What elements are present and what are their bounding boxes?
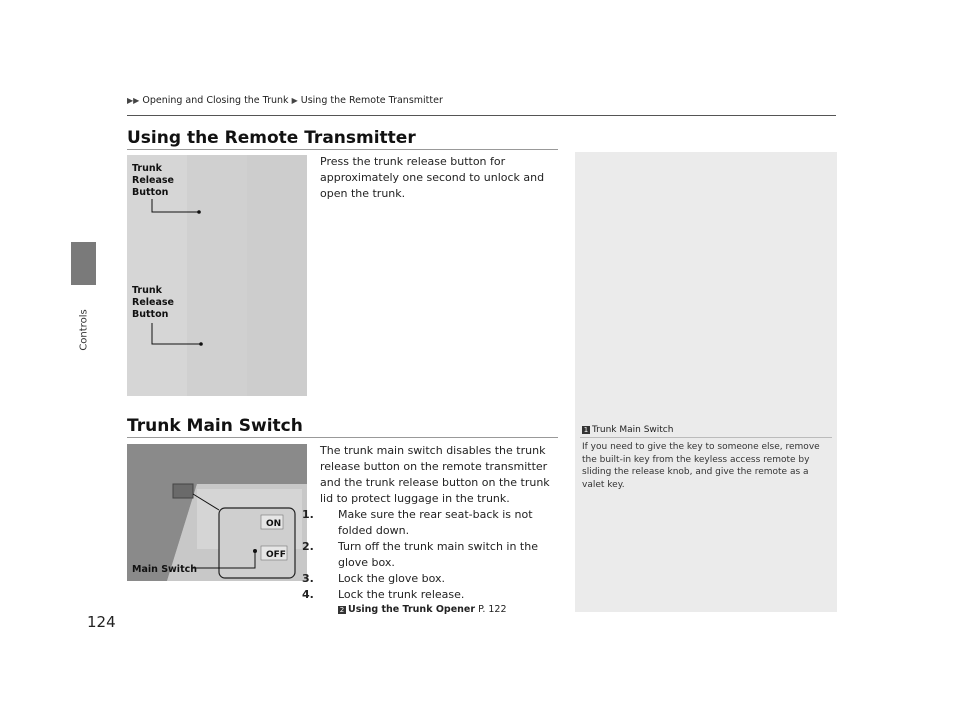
step-item: 2. Turn off the trunk main switch in the glove box. <box>302 540 538 569</box>
breadcrumb <box>127 95 443 106</box>
section-intro-text: The trunk main switch disables the trunk release button on the remote transmitter and the trunk release button on the trunk lid to protect luggage in the trunk. <box>320 444 550 505</box>
trunk-release-button-label: Trunk Release Button <box>132 163 174 198</box>
chapter-side-label: Controls <box>78 309 90 351</box>
chapter-side-tab <box>71 242 96 285</box>
main-switch-label: Main Switch <box>132 564 198 575</box>
trunk-main-switch-figure <box>127 444 307 581</box>
step-item: 3. Lock the glove box. <box>302 572 446 585</box>
header-divider <box>127 115 836 116</box>
cross-reference-title[interactable]: Using the Trunk Opener <box>348 604 476 615</box>
note-heading: 1 Trunk Main Switch <box>583 425 674 435</box>
page-number: 124 <box>87 613 116 631</box>
switch-off-label: OFF <box>266 550 286 560</box>
note-icon: 1 <box>583 426 589 434</box>
section-title-rule <box>127 149 558 150</box>
cross-reference-icon: 2 <box>339 606 345 614</box>
step-item: 4. Lock the trunk release. <box>302 588 465 601</box>
section-title: Using the Remote Transmitter <box>127 128 416 148</box>
section-body <box>302 443 560 617</box>
step-item: 1. Make sure the rear seat-back is not folded down. <box>302 508 533 537</box>
remote-transmitter-figure <box>127 155 307 396</box>
trunk-release-button-label: Trunk Release Button <box>132 285 174 320</box>
section-title: Trunk Main Switch <box>127 416 303 436</box>
section-body-text: Press the trunk release button for approximately one second to unlock and open the trunk. <box>320 155 545 200</box>
cross-reference-page: P. 122 <box>478 604 507 615</box>
side-note-panel <box>575 152 837 612</box>
note-text: If you need to give the key to someone else, remove the built-in key from the keyless access remote by sliding the release knob, and give the remote as a valet key. <box>582 442 820 490</box>
cross-reference-link[interactable] <box>320 603 560 617</box>
note-divider <box>580 437 832 438</box>
breadcrumb-arrow-icon: ▶ <box>291 96 298 105</box>
breadcrumb-item[interactable]: Using the Remote Transmitter <box>300 95 443 106</box>
breadcrumb-item[interactable]: Opening and Closing the Trunk <box>142 95 289 106</box>
breadcrumb-arrow-icon: ▶▶ <box>127 96 140 105</box>
switch-on-label: ON <box>266 519 282 529</box>
section-title-rule <box>127 437 558 438</box>
